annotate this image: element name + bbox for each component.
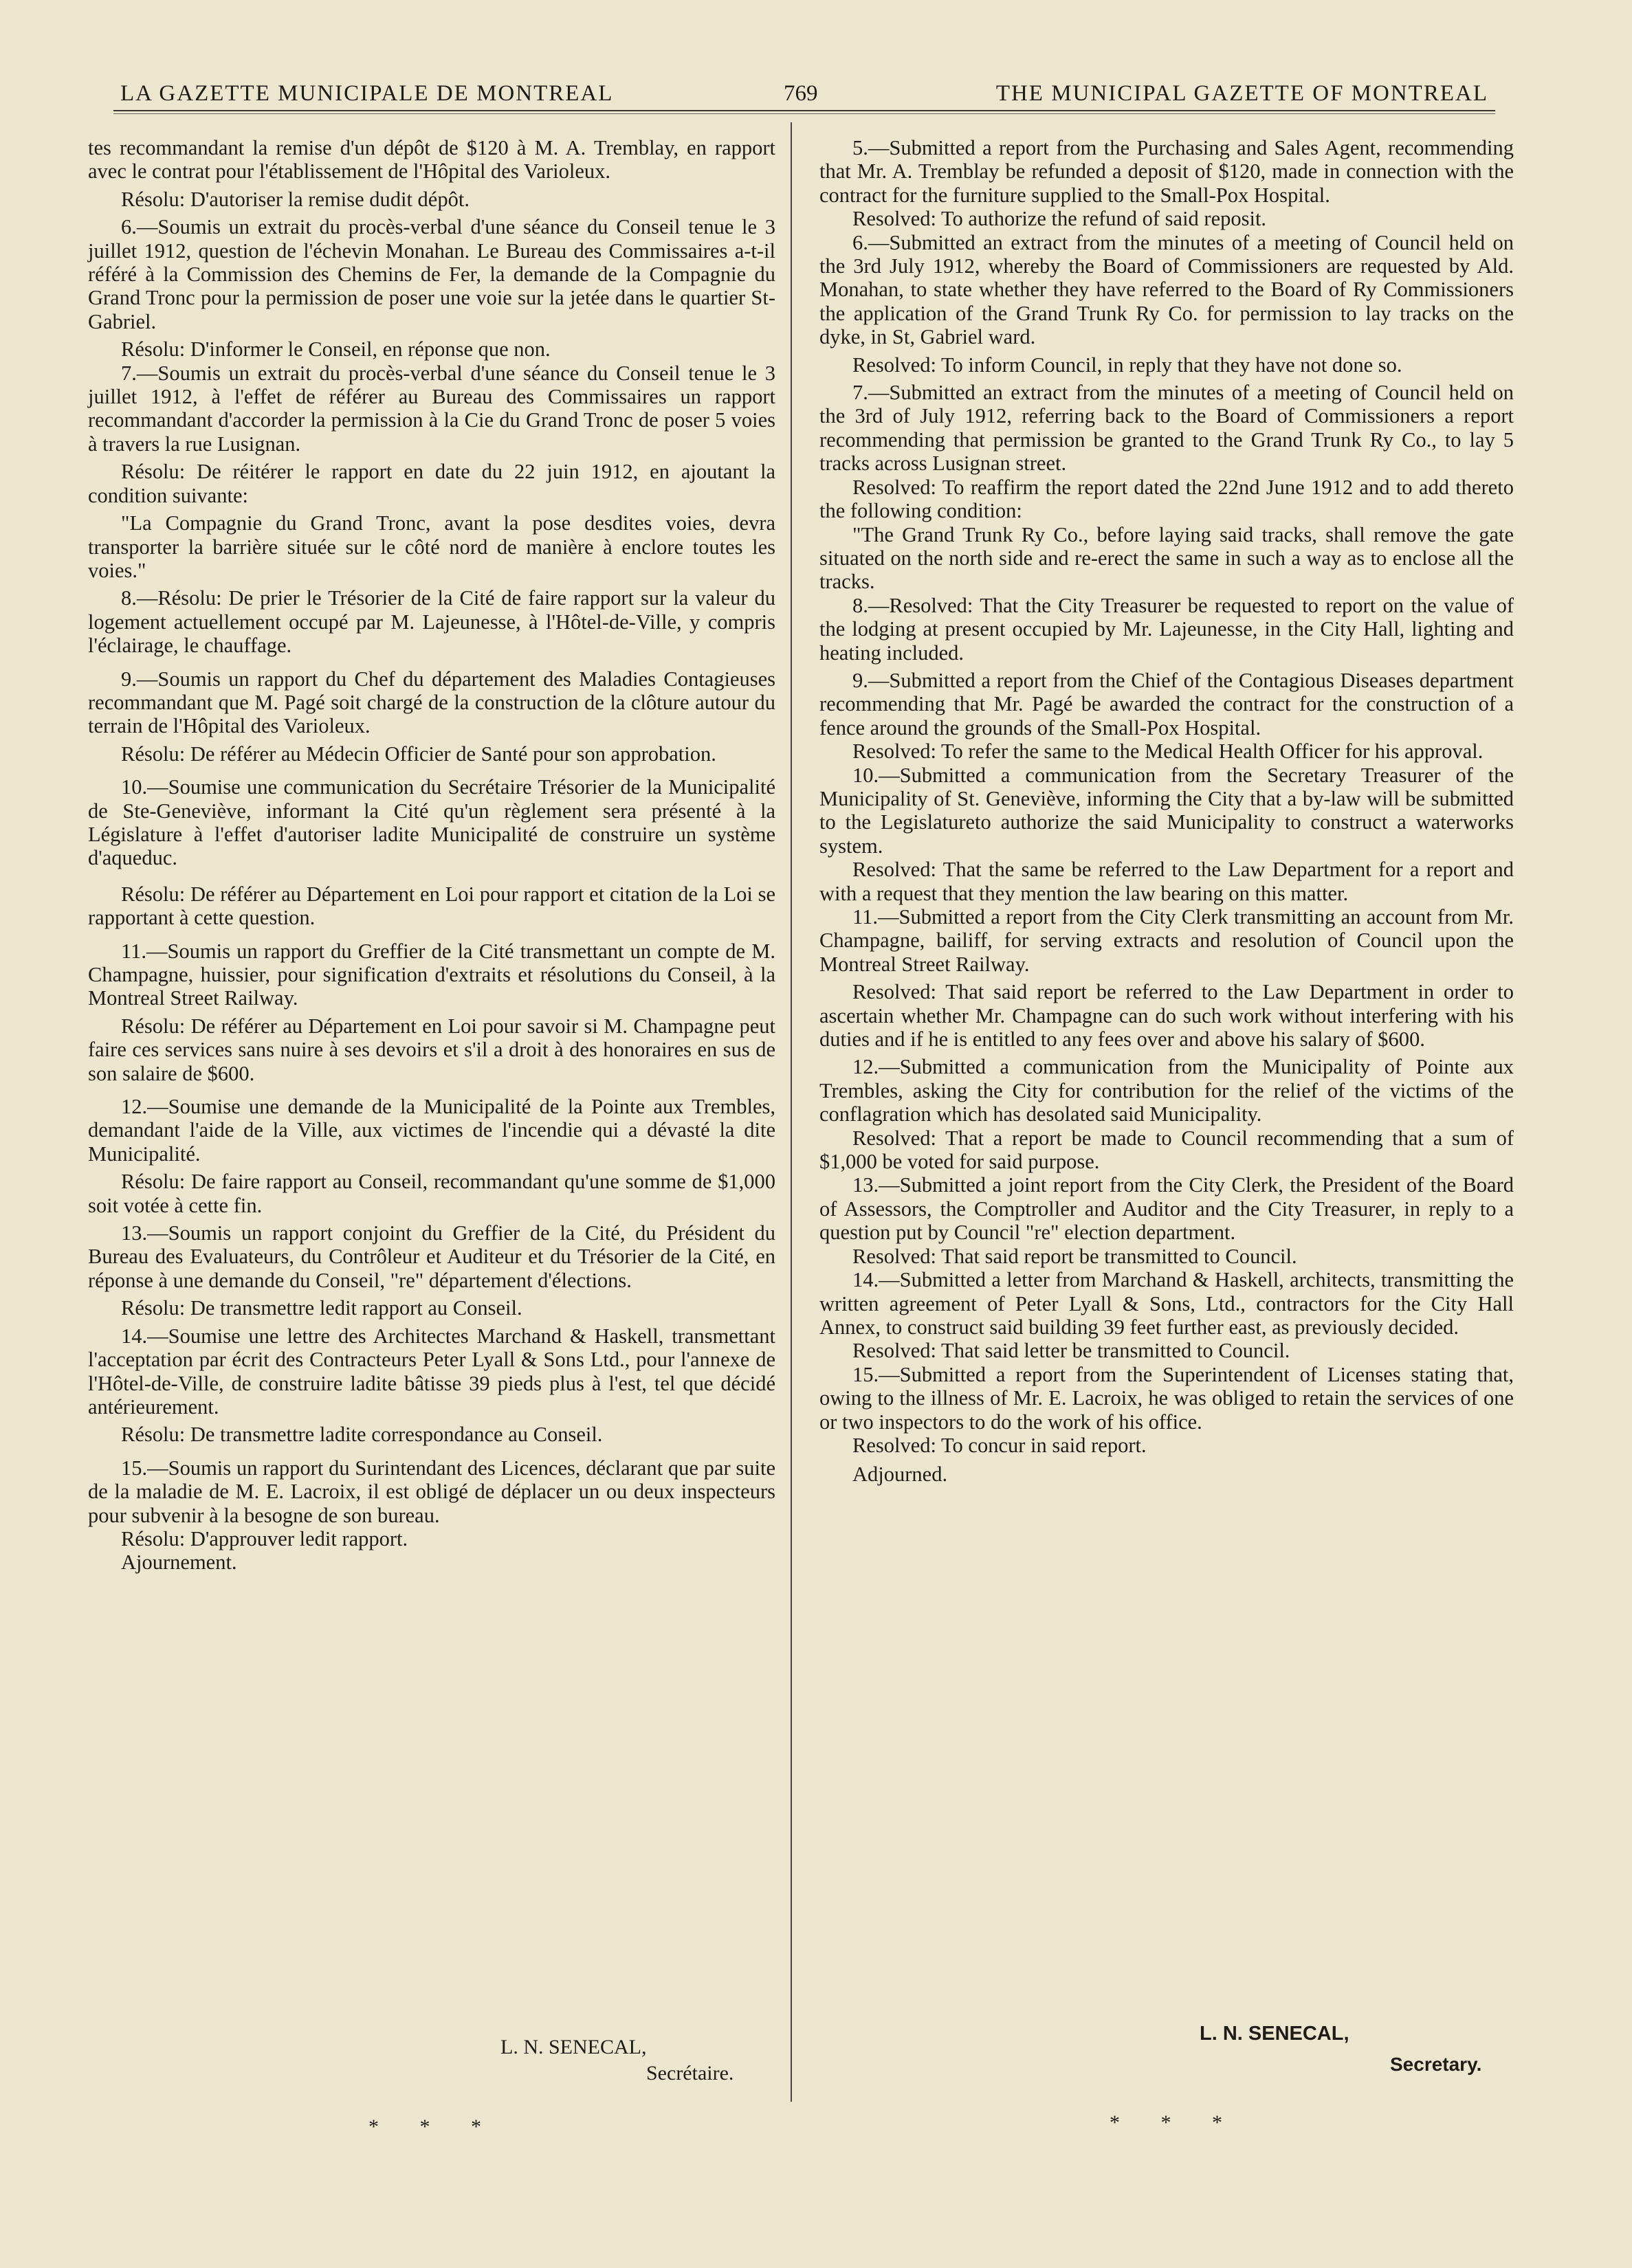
paragraph: Résolu: De transmettre ledit rapport au Conseil. xyxy=(121,1296,522,1320)
paragraph: 11.—Soumis un rapport du Greffier de la Cité transmettant un compte de M. Champagne, huissier, pour signification d'extraits et résolutions du Conseil, à la Montreal Street Railway. xyxy=(88,939,775,1010)
paragraph: 15.—Submitted a report from the Superintendent of Licenses stating that, owing to the illness of Mr. E. Lacroix, he was obliged to retain the services of one or two inspectors to do the work of his office. xyxy=(819,1362,1514,1434)
header-french-title: LA GAZETTE MUNICIPALE DE MONTREAL xyxy=(120,81,614,106)
signature-name-french: L. N. SENECAL, xyxy=(500,2036,647,2058)
paragraph: 7.—Submitted an extract from the minutes of a meeting of Council held on the 3rd of July 1912, referring back to the Board of Commissioners a report recommending that permission be granted to the Grand Trunk Ry Co., to lay 5 tracks across Lusignan street. xyxy=(819,381,1514,476)
paragraph: 12.—Submitted a communication from the Municipality of Pointe aux Trembles, asking the City for contribution for the relief of the victims of the conflagration which has desolated said Municipality. xyxy=(819,1055,1514,1126)
paragraph: Resolved: To concur in said report. xyxy=(852,1433,1147,1457)
paragraph: tes recommandant la remise d'un dépôt de $120 à M. A. Tremblay, en rapport avec le contrat pour l'établissement de l'Hôpital des Varioleux. xyxy=(88,136,775,184)
paragraph: Adjourned. xyxy=(852,1463,948,1487)
paragraph: "La Compagnie du Grand Tronc, avant la pose desdites voies, devra transporter la barrière située sur le côté nord de manière à enclore toutes les voies." xyxy=(88,511,775,582)
paragraph: 14.—Submitted a letter from Marchand & Haskell, architects, transmitting the written agreement of Peter Lyall & Sons, Ltd., contractors for the City Hall Annex, to construct said building 39 feet further east, as previously decided. xyxy=(819,1268,1514,1339)
paragraph: Resolved: That said report be referred to the Law Department in order to ascertain whether Mr. Champagne can do such work without interfering with his duties and if he is entitled to any fees over and above his salary of $600. xyxy=(819,980,1514,1052)
header-rule xyxy=(113,110,1495,111)
paragraph: 8.—Resolved: That the City Treasurer be requested to report on the value of the lodging at present occupied by Mr. Lajeunesse, in the City Hall, lighting and heating included. xyxy=(819,593,1514,665)
english-column xyxy=(819,136,1514,1487)
paragraph: 10.—Submitted a communication from the Secretary Treasurer of the Municipality of St. Geneviève, informing the City that a by-law will be submitted to the Legislatureto authorize the said Municipality to construct a waterworks system. xyxy=(819,763,1514,858)
paragraph: Résolu: De faire rapport au Conseil, recommandant qu'une somme de $1,000 soit votée à cette fin. xyxy=(88,1170,775,1217)
paragraph: Résolu: D'approuver ledit rapport. xyxy=(121,1526,408,1550)
paragraph: 10.—Soumise une communication du Secrétaire Trésorier de la Municipalité de Ste-Geneviève, informant la Cité qu'un règlement sera présenté à la Législature à l'effet d'autoriser ladite Municipalité de construire un système d'aqueduc. xyxy=(88,775,775,870)
paragraph: 8.—Résolu: De prier le Trésorier de la Cité de faire rapport sur la valeur du logement actuellement occupé par M. Lajeunesse, à l'Hôtel-de-Ville, y compris l'éclairage, le chauffage. xyxy=(88,586,775,658)
paragraph: Resolved: To reaffirm the report dated the 22nd June 1912 and to add thereto the following condition: xyxy=(819,475,1514,523)
paragraph: 11.—Submitted a report from the City Clerk transmitting an account from Mr. Champagne, bailiff, for serving extracts and resolution of Council upon the Montreal Street Railway. xyxy=(819,905,1514,976)
header-english-title: THE MUNICIPAL GAZETTE OF MONTREAL xyxy=(995,81,1488,106)
paragraph: 6.—Soumis un extrait du procès-verbal d'une séance du Conseil tenue le 3 juillet 1912, question de l'échevin Monahan. Le Bureau des Commissaires a-t-il référé à la Commission des Chemins de Fer, la demande de la Compagnie du Grand Tronc pour la permission de poser une voie sur la jetée dans le quartier St-Gabriel. xyxy=(88,215,775,333)
paragraph: Résolu: D'autoriser la remise dudit dépôt. xyxy=(121,187,470,211)
paragraph: Resolved: To authorize the refund of said reposit. xyxy=(852,207,1267,231)
paragraph: 6.—Submitted an extract from the minutes of a meeting of Council held on the 3rd July 1912, whereby the Board of Commissioners are requested by Ald. Monahan, to state whether they have referred to the Board of Ry Commissioners the application of the Grand Trunk Ry Co. for permission to lay tracks on the dyke, in St, Gabriel ward. xyxy=(819,230,1514,349)
paragraph: Resolved: To refer the same to the Medical Health Officer for his approval. xyxy=(852,740,1484,764)
signature-title-english: Secretary. xyxy=(1390,2054,1482,2075)
paragraph: 12.—Soumise une demande de la Municipalité de la Pointe aux Trembles, demandant l'aide de la Ville, aux victimes de l'incendie qui a dévasté la dite Municipalité. xyxy=(88,1095,775,1166)
paragraph: 14.—Soumise une lettre des Architectes Marchand & Haskell, transmettant l'acceptation par écrit des Contracteurs Peter Lyall & Sons Ltd., pour l'annexe de l'Hôtel-de-Ville, de construire ladite bâtisse 39 pieds plus à l'est, tel que décidé antérieurement. xyxy=(88,1324,775,1419)
paragraph: 15.—Soumis un rapport du Surintendant des Licences, déclarant que par suite de la maladie de M. E. Lacroix, il est obligé de déplacer un ou deux inspecteurs pour subvenir à la besogne de son bureau. xyxy=(88,1456,775,1527)
paragraph: Resolved: That a report be made to Council recommending that a sum of $1,000 be voted for said purpose. xyxy=(819,1126,1514,1174)
paragraph: 7.—Soumis un extrait du procès-verbal d'une séance du Conseil tenue le 3 juillet 1912, à l'effet de référer au Bureau des Commissaires un rapport recommandant d'accorder la permission à la Cie du Grand Tronc de poser 5 voies à travers la rue Lusignan. xyxy=(88,361,775,456)
signature-title-french: Secrétaire. xyxy=(646,2062,734,2084)
paragraph: Ajournement. xyxy=(121,1550,237,1575)
paragraph: Résolu: De transmettre ladite correspondance au Conseil. xyxy=(121,1423,603,1447)
paragraph: Résolu: De référer au Département en Loi pour rapport et citation de la Loi se rapportant à cette question. xyxy=(88,882,775,930)
paragraph: Résolu: De réitérer le rapport en date du 22 juin 1912, en ajoutant la condition suivante: xyxy=(88,460,775,507)
paragraph: Résolu: D'informer le Conseil, en réponse que non. xyxy=(121,337,551,362)
paragraph: 5.—Submitted a report from the Purchasing and Sales Agent, recommending that Mr. A. Tremblay be refunded a deposit of $120, made in connection with the contract for the furniture supplied to the Small-Pox Hospital. xyxy=(819,136,1514,207)
paragraph: Resolved: That said report be transmitted to Council. xyxy=(852,1244,1297,1268)
paragraph: Resolved: That said letter be transmitted to Council. xyxy=(852,1339,1290,1363)
paragraph: Résolu: De référer au Médecin Officier de Santé pour son approbation. xyxy=(121,742,716,766)
paragraph: Resolved: That the same be referred to the Law Department for a report and with a request that they mention the law bearing on this matter. xyxy=(819,858,1514,905)
signature-name-english: L. N. SENECAL, xyxy=(1200,2023,1349,2045)
paragraph: 9.—Submitted a report from the Chief of the Contagious Diseases department recommending that Mr. Pagé be awarded the contract for the construction of a fence around the grounds of the Small-Pox Hospital. xyxy=(819,668,1514,740)
paragraph: Resolved: To inform Council, in reply that they have not done so. xyxy=(852,353,1402,377)
paragraph: Résolu: De référer au Département en Loi pour savoir si M. Champagne peut faire ces services sans nuire à ses devoirs et s'il a droit à des honoraires en sus de son salaire de $600. xyxy=(88,1014,775,1085)
column-divider xyxy=(791,122,792,2102)
paragraph: 13.—Soumis un rapport conjoint du Greffier de la Cité, du Président du Bureau des Evaluateurs, du Contrôleur et Auditeur et du Trésorier de la Cité, en réponse à une demande du Conseil, "re" département d'élections. xyxy=(88,1221,775,1292)
header-rule-thin xyxy=(113,113,1495,114)
paragraph: 13.—Submitted a joint report from the City Clerk, the President of the Board of Assessors, the Comptroller and Auditor and the City Treasurer, in reply to a question put by Council "re" election department. xyxy=(819,1173,1514,1245)
paragraph: "The Grand Trunk Ry Co., before laying said tracks, shall remove the gate situated on the north side and re-erect the same in such a way as to enclose all the tracks. xyxy=(819,522,1514,594)
french-column xyxy=(88,136,775,1575)
page-header xyxy=(120,74,1488,113)
section-separator-french: * * * xyxy=(368,2115,499,2138)
paragraph: 9.—Soumis un rapport du Chef du département des Maladies Contagieuses recommandant que M. Pagé soit chargé de la construction de la clôture autour du terrain de l'Hôpital des Varioleux. xyxy=(88,667,775,738)
section-separator-english: * * * xyxy=(1110,2111,1240,2134)
page-number: 769 xyxy=(784,81,818,106)
